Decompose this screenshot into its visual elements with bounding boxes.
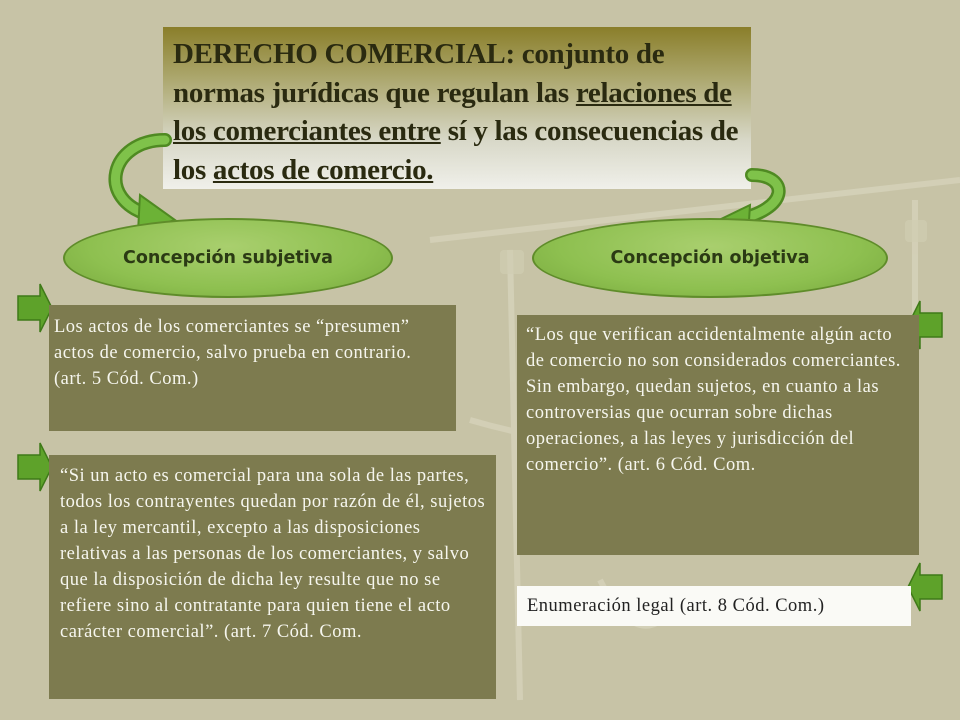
objective-box-2 — [517, 586, 911, 626]
block-arrow-left-icon — [908, 563, 942, 611]
subjective-box-2 — [49, 455, 496, 699]
title-colon: : — [505, 38, 522, 70]
title-part2: sí y las consecuencias de los — [173, 115, 739, 186]
title-underlined-relations: relaciones de los comerciantes entre — [173, 76, 732, 147]
title-underlined-acts: actos de comercio. — [212, 153, 434, 186]
subjective-box-1-text: Los actos de los comerciantes se “presumen” actos de comercio, salvo prueba en contrario. (art. 5 Cód. Com.) — [54, 317, 412, 389]
subjective-box-2-text: “Si un acto es comercial para una sola de las partes, todos los contrayentes quedan por razón de él, sujetos a la ley mercantil, excepto a las disposiciones relativas a las personas de los comerciantes, y salvo que la disposición de dicha ley resulte que no se refiere sino al contratante para quien tiene el acto carácter comercial”. (art. 7 Cód. Com. — [60, 466, 486, 642]
curved-arrow-left-icon — [115, 140, 175, 232]
objective-box-1-text: “Los que verifican accidentalmente algún acto de comercio no son considerados comerciantes. Sin embargo, quedan sujetos, en cuanto a las controversias que ocurran sobre dichas operaciones, a las leyes y jurisdicción del comercio”. (art. 6 Cód. Com. — [526, 325, 901, 475]
objective-box-1 — [517, 315, 919, 555]
objective-concept-ellipse — [532, 218, 888, 298]
subjective-box-1 — [49, 305, 456, 431]
subjective-concept-ellipse — [63, 218, 393, 298]
block-arrow-right-icon — [18, 284, 52, 332]
subjective-concept-label: Concepción subjetiva — [123, 248, 333, 268]
title-term: DERECHO COMERCIAL — [173, 38, 506, 70]
objective-concept-label: Concepción objetiva — [610, 248, 810, 268]
objective-box-2-text: Enumeración legal (art. 8 Cód. Com.) — [527, 596, 825, 616]
block-arrow-right-icon — [18, 443, 52, 491]
title-part1: conjunto de normas jurídicas que regulan las — [173, 38, 665, 109]
